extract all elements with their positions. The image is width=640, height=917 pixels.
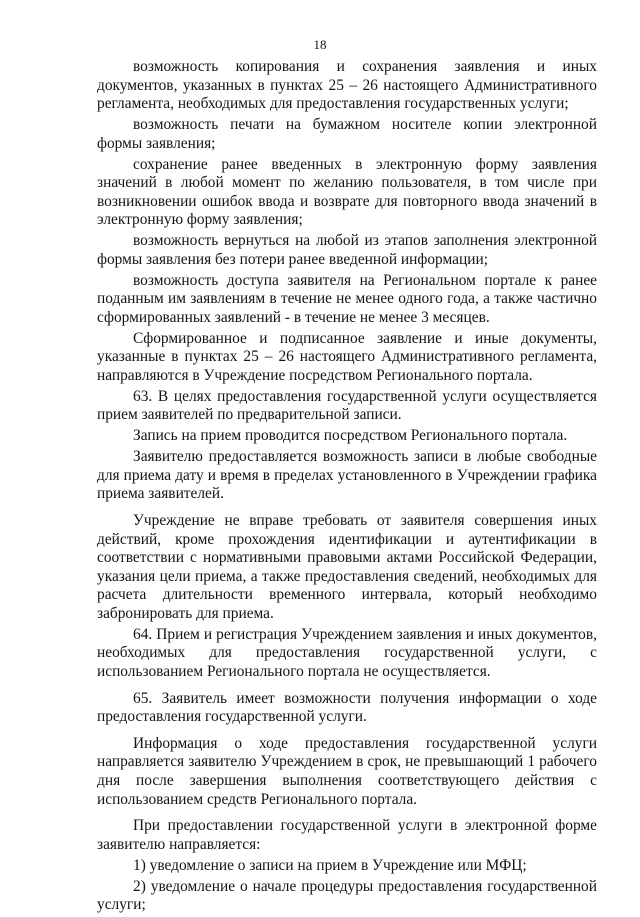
paragraph-4: возможность вернуться на любой из этапов заполнения электронной формы заявления без потери ранее введенной информации; <box>97 232 597 268</box>
paragraph-10: Учреждение не вправе требовать от заявителя совершения иных действий, кроме прохождения идентификации и аутентификации в соответствии с нормативными правовыми актами Российской Федерации, указания цели приема, а также предоставления сведений, необходимых для расчета длительности временного интервала, который необходимо забронировать для приема. <box>97 512 597 622</box>
paragraph-14: При предоставлении государственной услуги в электронной форме заявителю направляется: <box>97 817 597 853</box>
paragraph-9: Заявителю предоставляется возможность записи в любые свободные для приема дату и время в пределах установленного в Учреждении графика приема заявителей. <box>97 448 597 503</box>
paragraph-16: 2) уведомление о начале процедуры предоставления государственной услуги; <box>97 877 597 914</box>
paragraph-3: сохранение ранее введенных в электронную форму заявления значений в любой момент по желанию пользователя, в том числе при возникновении ошибок ввода и возврате для повторного ввода значений в электронную форму заявления; <box>97 155 597 229</box>
paragraph-13: Информация о ходе предоставления государственной услуги направляется заявителю Учреждением в срок, не превышающий 1 рабочего дня после завершения выполнения соответствующего действия с использованием средств Регионального портала. <box>97 734 597 808</box>
paragraph-1: возможность копирования и сохранения заявления и иных документов, указанных в пунктах 25 – 26 настоящего Административного регламента, необходимых для предоставления государственных услуги; <box>97 58 597 113</box>
document-body <box>97 58 597 917</box>
paragraph-5: возможность доступа заявителя на Региональном портале к ранее поданным им заявлениям в течение не менее одного года, а также частично сформированных заявлений - в течение не менее 3 месяцев. <box>97 271 597 326</box>
paragraph-7: 63. В целях предоставления государственной услуги осуществляется прием заявителей по предварительной записи. <box>97 387 597 424</box>
page-number: 18 <box>313 37 327 52</box>
paragraph-12: 65. Заявитель имеет возможности получения информации о ходе предоставления государственной услуги. <box>97 689 597 726</box>
paragraph-6: Сформированное и подписанное заявление и иные документы, указанные в пунктах 25 – 26 настоящего Административного регламента, направляются в Учреждение посредством Регионального портала. <box>97 329 597 384</box>
paragraph-2: возможность печати на бумажном носителе копии электронной формы заявления; <box>97 116 597 152</box>
paragraph-8: Запись на прием проводится посредством Регионального портала. <box>133 427 568 445</box>
paragraph-11: 64. Прием и регистрация Учреждением заявления и иных документов, необходимых для предоставления государственной услуги, с использованием Регионального портала не осуществляется. <box>97 625 597 681</box>
paragraph-15: 1) уведомление о записи на прием в Учреждение или МФЦ; <box>133 856 527 874</box>
